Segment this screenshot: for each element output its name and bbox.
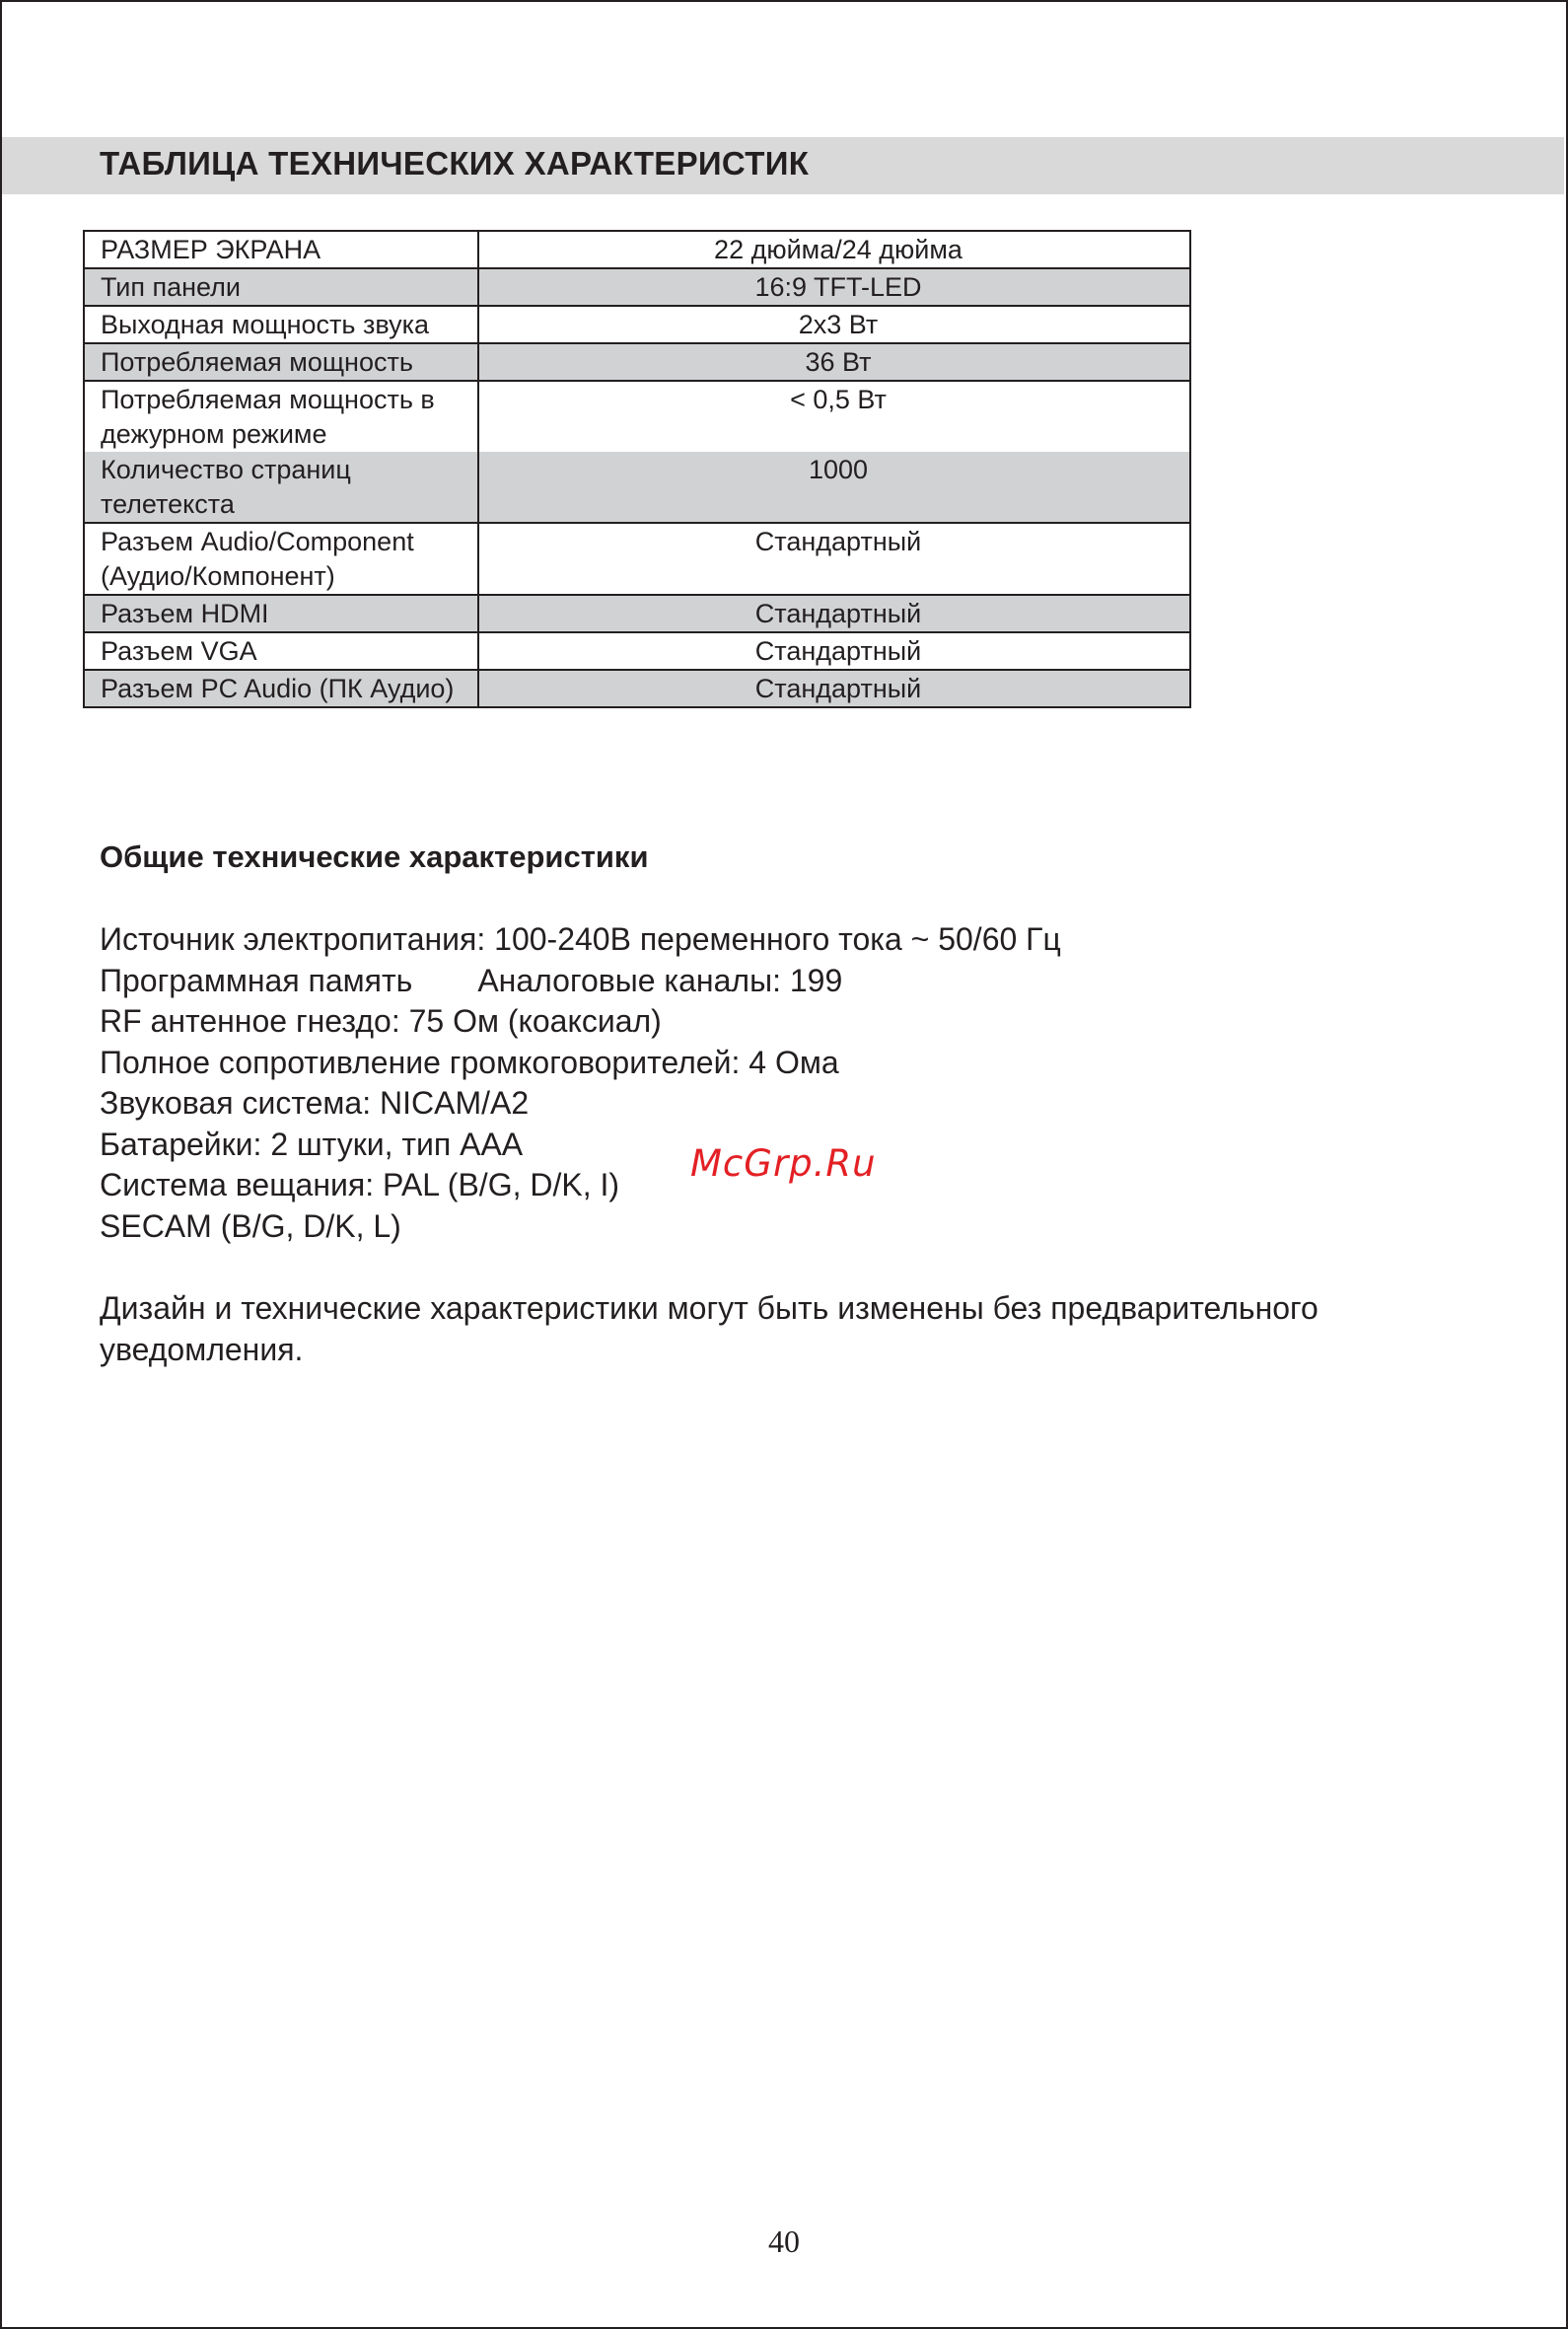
row-label: РАЗМЕР ЭКРАНА	[84, 231, 478, 268]
table-row	[84, 306, 1190, 343]
row-label: Выходная мощность звука	[84, 306, 478, 343]
row-label: Количество страниц телетекста	[84, 452, 478, 523]
row-value: 1000	[478, 452, 1190, 523]
secam-line: SECAM (B/G, D/K, L)	[100, 1207, 401, 1244]
row-value: 16:9 TFT-LED	[478, 268, 1190, 306]
table-row	[84, 595, 1190, 632]
row-value: Стандартный	[478, 632, 1190, 670]
row-value: 2x3 Вт	[478, 306, 1190, 343]
power-supply-line: Источник электропитания: 100-240В переменного тока ~ 50/60 Гц	[100, 921, 1061, 957]
table-row	[84, 632, 1190, 670]
rf-socket-line: RF антенное гнездо: 75 Ом (коаксиал)	[100, 1003, 662, 1039]
sound-system-line: Звуковая система: NICAM/A2	[100, 1085, 530, 1121]
page-title: ТАБЛИЦА ТЕХНИЧЕСКИХ ХАРАКТЕРИСТИК	[100, 145, 810, 182]
row-value: < 0,5 Вт	[478, 381, 1190, 452]
watermark: McGrp.Ru	[690, 1142, 877, 1185]
table-row	[84, 231, 1190, 268]
row-label: Потребляемая мощность в дежурном режиме	[84, 381, 478, 452]
program-memory-line	[100, 961, 1061, 1002]
general-specs-heading: Общие технические характеристики	[100, 839, 649, 874]
disclaimer-note: Дизайн и технические характеристики могут быть изменены без предварительного уведомления.	[100, 1290, 1319, 1367]
table-row	[84, 523, 1190, 595]
table-row	[84, 268, 1190, 306]
row-label: Разъем VGA	[84, 632, 478, 670]
table-row	[84, 452, 1190, 523]
table-row	[84, 343, 1190, 381]
batteries-line: Батарейки: 2 штуки, тип AAA	[100, 1126, 524, 1162]
row-value: Стандартный	[478, 523, 1190, 595]
row-label: Разъем Audio/Component (Аудио/Компонент)	[84, 523, 478, 595]
table-row	[84, 670, 1190, 707]
general-specs-list	[100, 919, 1061, 1247]
broadcast-system-line: Система вещания: PAL (B/G, D/K, I)	[100, 1167, 620, 1202]
program-memory-value: Аналоговые каналы: 199	[477, 962, 843, 998]
row-label: Тип панели	[84, 268, 478, 306]
row-value: Стандартный	[478, 670, 1190, 707]
page-number: 40	[768, 2223, 800, 2259]
row-value: 36 Вт	[478, 343, 1190, 381]
spec-table	[83, 230, 1191, 708]
speaker-impedance-line: Полное сопротивление громкоговорителей: 4 Ома	[100, 1044, 839, 1080]
row-label: Разъем HDMI	[84, 595, 478, 632]
table-row	[84, 381, 1190, 452]
program-memory-label: Программная память	[100, 962, 413, 998]
row-label: Разъем PC Audio (ПК Аудио)	[84, 670, 478, 707]
row-value: Стандартный	[478, 595, 1190, 632]
row-value: 22 дюйма/24 дюйма	[714, 235, 962, 264]
row-label: Потребляемая мощность	[84, 343, 478, 381]
